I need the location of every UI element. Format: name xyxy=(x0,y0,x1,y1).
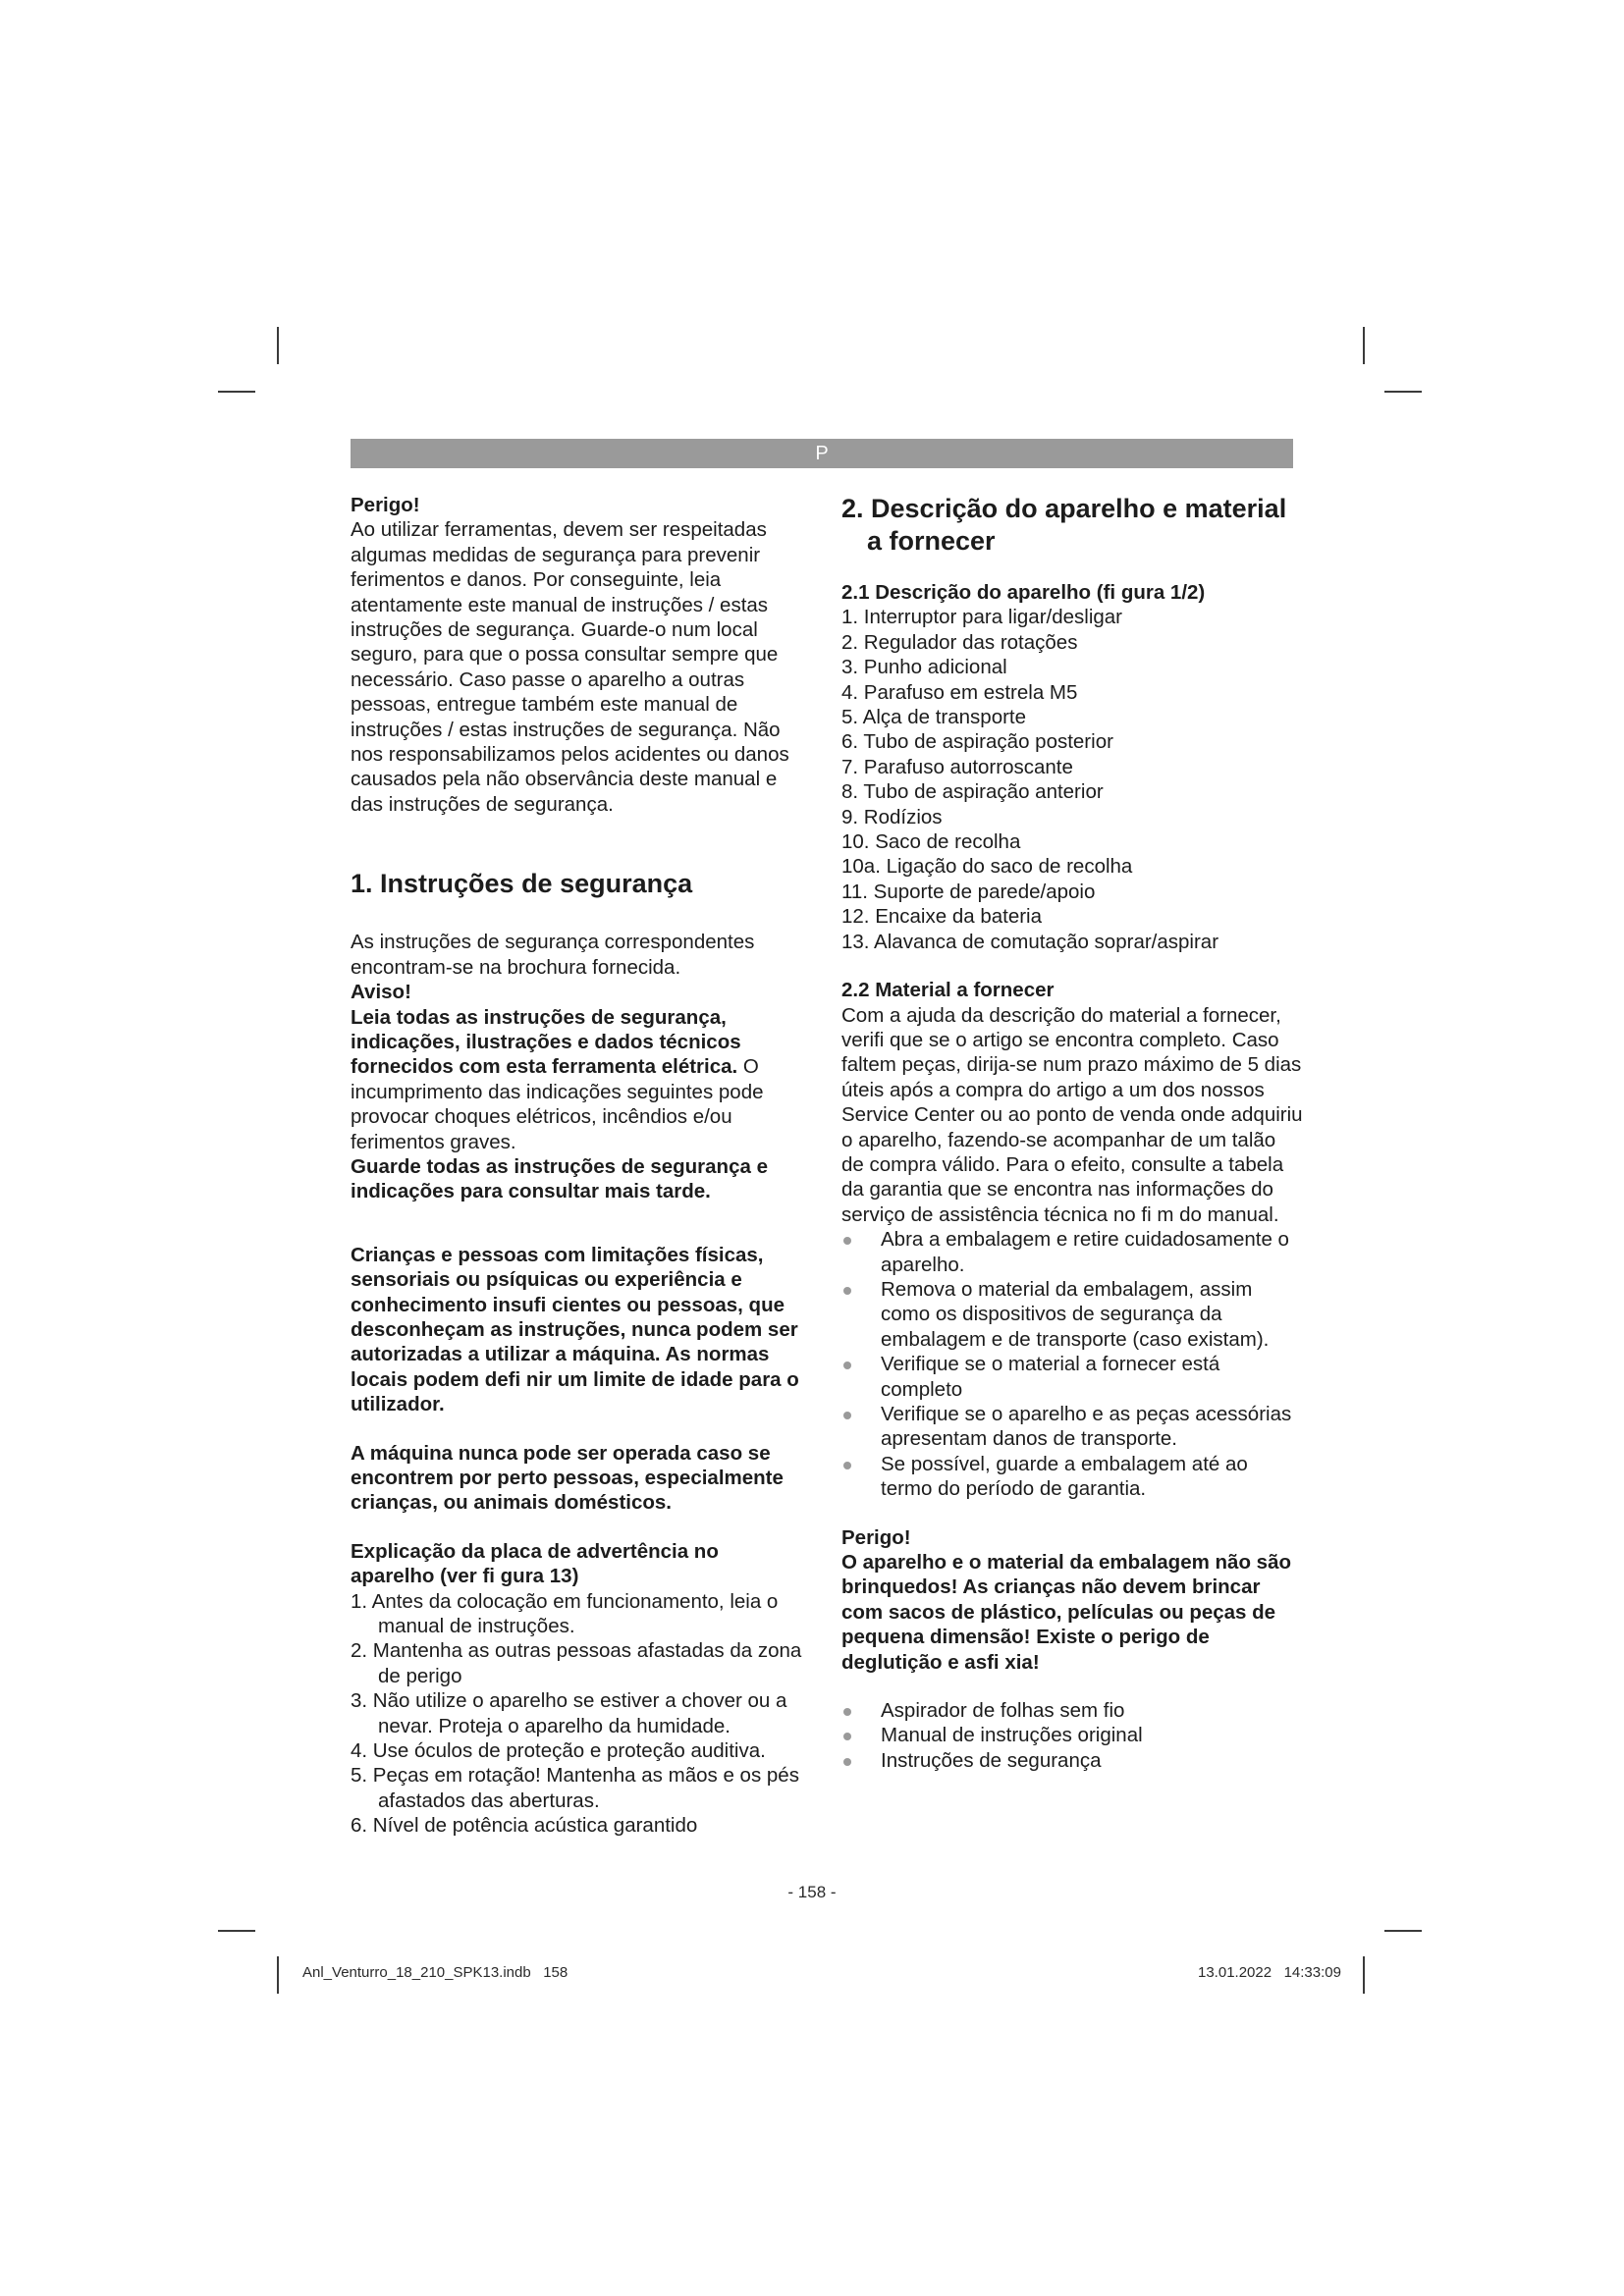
warning-plate-title: Explicação da placa de advertência no aparelho (ver fi gura 13) xyxy=(351,1539,719,1588)
list-item: Se possível, guarde a embalagem até ao termo do período de garantia. xyxy=(841,1452,1303,1502)
list-item: 7. Parafuso autorroscante xyxy=(841,755,1073,778)
parts-list xyxy=(841,605,1303,954)
list-item: 10. Saco de recolha xyxy=(841,830,1021,854)
section-letter: P xyxy=(815,443,829,464)
list-item: Abra a embalagem e retire cuidadosamente o aparelho. xyxy=(841,1227,1303,1277)
footer-file-name: Anl_Venturro_18_210_SPK13.indb 158 xyxy=(302,1964,568,1981)
warning-text: O incumprimento das indicações seguintes pode provocar choques elétricos, incêndios e/ou ferimentos graves. xyxy=(351,1055,764,1153)
page-number: - 158 - xyxy=(787,1883,837,1901)
list-item: 4. Use óculos de proteção e proteção auditiva. xyxy=(351,1739,766,1763)
list-item: Instruções de segurança xyxy=(841,1748,1303,1773)
warning-paragraph xyxy=(351,1005,805,1154)
list-item: 3. Não utilize o aparelho se estiver a chover ou a nevar. Proteja o aparelho da humidade. xyxy=(351,1689,787,1737)
list-item: 1. Antes da colocação em funcionamento, leia o manual de instruções. xyxy=(351,1589,779,1638)
list-item: Aspirador de folhas sem fio xyxy=(841,1698,1303,1723)
crop-mark-bottom-right-vertical xyxy=(1363,1956,1365,1994)
unpacking-steps-list xyxy=(841,1227,1303,1501)
crop-mark-bottom-left-horizontal xyxy=(218,1930,255,1932)
list-item: 1. Interruptor para ligar/desligar xyxy=(841,606,1123,629)
warning-title: Aviso! xyxy=(351,981,411,1004)
device-description-title: 2.1 Descrição do aparelho (fi gura 1/2) xyxy=(841,581,1206,604)
crop-mark-top-left-horizontal xyxy=(218,391,255,393)
bullet-icon xyxy=(843,1758,851,1766)
list-item: Verifique se o material a fornecer está completo xyxy=(841,1352,1303,1402)
bullet-icon xyxy=(843,1237,851,1245)
safety-section-title: 1. Instruções de segurança xyxy=(351,869,693,899)
list-item: 11. Suporte de parede/apoio xyxy=(841,880,1096,903)
packaging-danger-title: Perigo! xyxy=(841,1525,911,1549)
bullet-icon xyxy=(843,1708,851,1716)
list-item: Manual de instruções original xyxy=(841,1723,1303,1747)
footer-date-time: 13.01.2022 14:33:09 xyxy=(1198,1964,1341,1981)
warning-plate-list xyxy=(351,1589,805,1839)
keep-instructions-text: Guarde todas as instruções de segurança e indicações para consultar mais tarde. xyxy=(351,1154,768,1203)
list-item: Remova o material da embalagem, assim como os dispositivos de segurança da embalagem e de transporte (caso existam). xyxy=(841,1277,1303,1352)
danger-title: Perigo! xyxy=(351,494,420,516)
list-item: 3. Punho adicional xyxy=(841,656,1007,679)
list-item: 2. Regulador das rotações xyxy=(841,630,1078,654)
bullet-icon xyxy=(843,1733,851,1740)
packaging-danger-text: O aparelho e o material da embalagem não são brinquedos! As crianças não devem brincar com sacos de plástico, películas ou peças de pequena dimensão! Existe o perigo de deglutição e asfi xia! xyxy=(841,1551,1291,1674)
list-item: 13. Alavanca de comutação soprar/aspirar xyxy=(841,930,1219,953)
description-section-title: 2. Descrição do aparelho e material a fornecer xyxy=(841,494,1287,556)
crop-mark-top-right-vertical xyxy=(1363,327,1365,364)
bullet-icon xyxy=(843,1362,851,1369)
section-header-bar xyxy=(351,439,1293,468)
list-item: 6. Nível de potência acústica garantido xyxy=(351,1814,698,1838)
list-item: 9. Rodízios xyxy=(841,805,943,828)
list-item: 2. Mantenha as outras pessoas afastadas da zona de perigo xyxy=(351,1639,802,1687)
warning-bold-text: Leia todas as instruções de segurança, indicações, ilustrações e dados técnicos fornecidos com esta ferramenta elétrica. xyxy=(351,1005,741,1079)
list-item: 12. Encaixe da bateria xyxy=(841,905,1042,929)
never-operate-warning: A máquina nunca pode ser operada caso se encontrem por perto pessoas, especialmente crianças, ou animais domésticos. xyxy=(351,1441,784,1515)
safety-intro: As instruções de segurança correspondentes encontram-se na brochura fornecida. xyxy=(351,931,755,979)
list-item: 5. Alça de transporte xyxy=(841,706,1027,729)
left-column xyxy=(351,493,805,1839)
right-column xyxy=(841,493,1303,1773)
crop-mark-top-left-vertical xyxy=(277,327,279,364)
contents-list xyxy=(841,1698,1303,1773)
list-item: 8. Tubo de aspiração anterior xyxy=(841,780,1104,804)
bullet-icon xyxy=(843,1462,851,1469)
bullet-icon xyxy=(843,1287,851,1295)
crop-mark-bottom-left-vertical xyxy=(277,1956,279,1994)
list-item: 6. Tubo de aspiração posterior xyxy=(841,730,1113,754)
supply-text: Com a ajuda da descrição do material a fornecer, verifi que se o artigo se encontra completo. Caso faltem peças, dirija-se num prazo máximo de 5 dias úteis após a compra do artigo a um dos nossos Service Center ou ao ponto de venda onde adquiriu o aparelho, fazendo-se acompanhar de um talão de compra válido. Para o efeito, consulte a tabela da garantia que se encontra nas informações do serviço de assistência técnica no fi m do manual. xyxy=(841,1003,1303,1226)
children-warning: Crianças e pessoas com limitações físicas, sensoriais ou psíquicas ou experiência e conhecimento insufi cientes ou pessoas, que desconheçam as instruções, nunca podem ser autorizadas a utilizar a máquina. As normas locais podem defi nir um limite de idade para o utilizador. xyxy=(351,1243,799,1416)
list-item: Verifique se o aparelho e as peças acessórias apresentam danos de transporte. xyxy=(841,1402,1303,1452)
list-item: 4. Parafuso em estrela M5 xyxy=(841,680,1078,704)
crop-mark-bottom-right-horizontal xyxy=(1384,1930,1422,1932)
list-item: 10a. Ligação do saco de recolha xyxy=(841,855,1133,879)
supply-title: 2.2 Material a fornecer xyxy=(841,979,1055,1002)
list-item: 5. Peças em rotação! Mantenha as mãos e os pés afastados das aberturas. xyxy=(351,1764,799,1812)
danger-text: Ao utilizar ferramentas, devem ser respeitadas algumas medidas de segurança para prevenir ferimentos e danos. Por conseguinte, leia atentamente este manual de instruções / estas instruções de segurança. Guarde-o num local seguro, para que o possa consultar sempre que necessário. Caso passe o aparelho a outras pessoas, entregue também este manual de instruções / estas instruções de segurança. Não nos responsabilizamos pelos acidentes ou danos causados pela não observância deste manual e das instruções de segurança. xyxy=(351,518,789,816)
crop-mark-top-right-horizontal xyxy=(1384,391,1422,393)
bullet-icon xyxy=(843,1412,851,1419)
